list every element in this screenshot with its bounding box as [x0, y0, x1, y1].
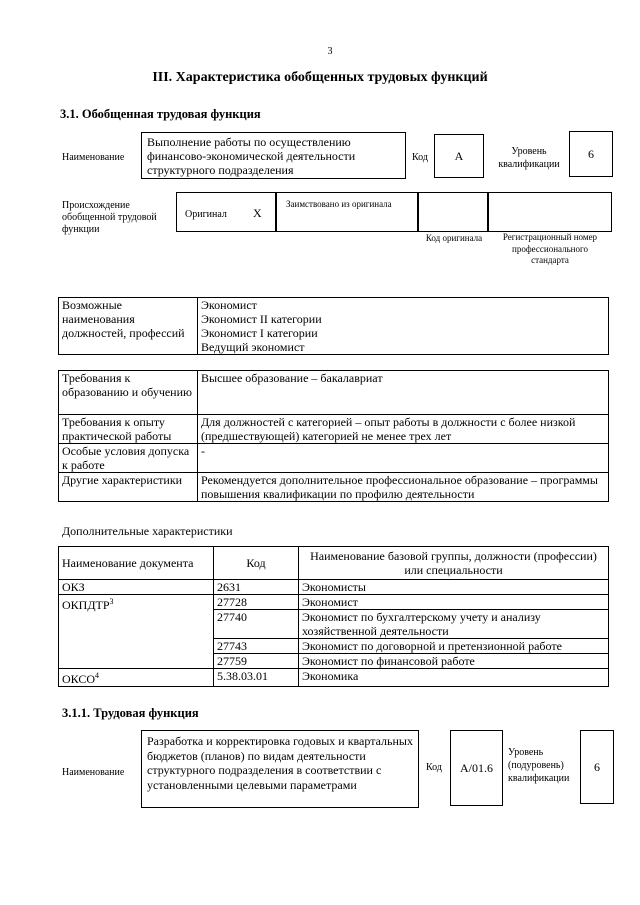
positions-table [58, 297, 609, 355]
lf-code-value: А/01.6 [450, 730, 503, 806]
additional-caption: Дополнительные характеристики [62, 524, 233, 538]
gf-code-original-cell [418, 192, 488, 232]
gf-original-mark: Х [253, 206, 262, 220]
gf-level-label: Уровень квалификации [498, 146, 560, 170]
additional-table [58, 546, 609, 687]
okpdtr-code: 27740 [214, 610, 299, 639]
okpdtr-name: Экономист по бухгалтерскому учету и анализу хозяйственной деятельности [299, 610, 609, 639]
header-doc: Наименование документа [59, 547, 214, 580]
gf-code-label: Код [412, 152, 428, 163]
req-special-label: Особые условия допуска к работе [59, 444, 198, 473]
page-number: 3 [327, 46, 333, 57]
okso-footnote: 4 [95, 671, 100, 680]
labor-function-heading: 3.1.1. Трудовая функция [62, 706, 199, 720]
section-title: III. Характеристика обобщенных трудовых функций [152, 70, 488, 85]
req-experience-label: Требования к опыту практической работы [59, 415, 198, 444]
position-item: Ведущий экономист [201, 340, 305, 354]
gf-original-cell [176, 192, 276, 232]
table-row [59, 580, 609, 595]
requirements-table [58, 370, 609, 502]
okpdtr-footnote: 3 [109, 597, 114, 606]
okpdtr-name: Экономист [299, 595, 609, 610]
general-function-heading: 3.1. Обобщенная трудовая функция [60, 107, 261, 121]
gf-name-label: Наименование [62, 152, 125, 163]
header-code: Код [214, 547, 299, 580]
position-item: Экономист II категории [201, 312, 322, 326]
okz-name: Экономисты [299, 580, 609, 595]
lf-level-label: Уровень (подуровень) квалификации [508, 747, 570, 784]
okso-doc [59, 669, 214, 687]
req-education-value: Высшее образование – бакалавриат [198, 371, 609, 415]
okso-name: Экономика [299, 669, 609, 687]
req-special-value: - [198, 444, 609, 473]
lf-level-value: 6 [580, 730, 614, 804]
okso-doc-text: ОКСО [62, 672, 96, 686]
req-education-label: Требования к образованию и обучению [59, 371, 198, 415]
gf-code-value: А [434, 134, 484, 178]
okpdtr-code: 27759 [214, 654, 299, 669]
okpdtr-name: Экономист по финансовой работе [299, 654, 609, 669]
table-row [59, 669, 609, 687]
req-experience-value: Для должностей с категорией – опыт работы в должности с более низкой (предшествующей) категорией не менее трех лет [198, 415, 609, 444]
okso-code: 5.38.03.01 [214, 669, 299, 687]
gf-code-original-caption: Код оригинала [425, 233, 483, 243]
okpdtr-name: Экономист по договорной и претензионной работе [299, 639, 609, 654]
gf-reg-number-caption: Регистрационный номер профессионального стандарта [502, 232, 598, 265]
positions-list [198, 298, 609, 355]
gf-level-value: 6 [569, 131, 613, 177]
okpdtr-code: 27743 [214, 639, 299, 654]
position-item: Экономист [201, 298, 257, 312]
gf-original-label: Оригинал [185, 209, 227, 220]
okpdtr-code: 27728 [214, 595, 299, 610]
table-row [59, 595, 609, 610]
req-other-label: Другие характеристики [59, 473, 198, 502]
lf-code-label: Код [426, 762, 442, 773]
okz-code: 2631 [214, 580, 299, 595]
okpdtr-doc-text: ОКПДТР [62, 598, 110, 612]
req-other-value: Рекомендуется дополнительное профессиональное образование – программы повышения квалификации по профилю деятельности [198, 473, 609, 502]
lf-name-value: Разработка и корректировка годовых и квартальных бюджетов (планов) по видам деятельности структурного подразделения в соответствии с установленными целевыми параметрами [141, 730, 419, 808]
gf-origin-label: Происхождение обобщенной трудовой функции [62, 200, 157, 235]
header-name: Наименование базовой группы, должности (профессии) или специальности [299, 547, 609, 580]
okz-doc: ОКЗ [59, 580, 214, 595]
gf-reg-number-cell [488, 192, 612, 232]
lf-name-label: Наименование [62, 767, 125, 778]
gf-name-value: Выполнение работы по осуществлению финансово-экономической деятельности структурного подразделения [141, 132, 406, 179]
okpdtr-doc [59, 595, 214, 669]
positions-label: Возможные наименования должностей, профессий [59, 298, 198, 355]
gf-borrowed-label: Заимствовано из оригинала [276, 192, 418, 232]
position-item: Экономист I категории [201, 326, 318, 340]
